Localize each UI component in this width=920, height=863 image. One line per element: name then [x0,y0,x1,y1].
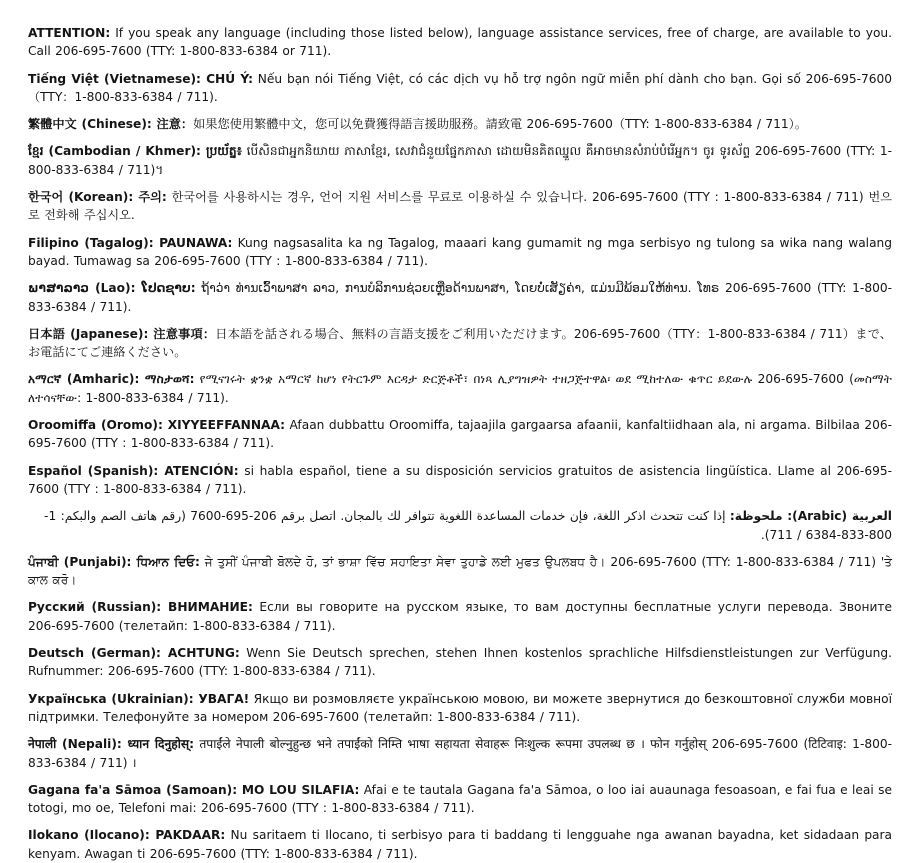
paragraph-arabic-body: إذا كنت تتحدث اذكر اللغة، فإن خدمات المساعدة اللغوية تتوافر لك بالمجان. اتصل برقم 206-695-7600 (رقم هاتف الصم والبكم: 1-800-833-6384 / 711). [44,509,892,542]
paragraph-chinese-lead: 繁體中文 (Chinese): 注意： [28,117,194,132]
paragraph-japanese-lead: 日本語 (Japanese): 注意事項： [28,326,216,341]
paragraph-vietnamese-body: Nếu bạn nói Tiếng Việt, có các dịch vụ hỗ trợ ngôn ngữ miễn phí dành cho bạn. Gọi số 206-695-7600（TTY：1-800-833-6384 / 711). [28,71,892,104]
paragraph-japanese-body: 日本語を話される場合、無料の言語支援をご利用いただけます。206-695-7600（TTY：1-800-833-6384 / 711）まで、お電話にてご連絡ください。 [28,326,892,360]
paragraph-russian [28,598,892,635]
paragraph-korean-body: 한국어를 사용하시는 경우, 언어 지원 서비스를 무료로 이용하실 수 있습니다. 206-695-7600 (TTY : 1-800-833-6384 / 711) 번으로 전화해 주십시오. [28,190,892,223]
paragraph-german-body: Wenn Sie Deutsch sprechen, stehen Ihnen kostenlos sprachliche Hilfsdienstleistungen zur Verfügung. Rufnummer: 206-695-7600 (TTY: 1-800-833-6384 / 711). [28,646,892,679]
paragraph-oromo-lead: Oroomiffa (Oromo): XIYYEEFFANNAA: [28,418,285,433]
paragraph-lao-body: ຖ້າວ່າ ທ່ານເວົ້າພາສາ ລາວ, ການບໍລິການຊ່ວຍເຫຼືອດ້ານພາສາ, ໂດຍບໍ່ເສັຽຄ່າ, ແມ່ນມີພ້ອມໃຫ້ທ່ານ. ໂທຣ 206-695-7600 (TTY: 1-800-833-6384 / 711). [28,281,892,314]
paragraph-tagalog-lead: Filipino (Tagalog): PAUNAWA: [28,235,233,250]
paragraph-english [28,24,892,61]
paragraph-ilocano [28,826,892,863]
paragraph-oromo [28,416,892,453]
paragraph-ilocano-body: Nu saritaem ti Ilocano, ti serbisyo para ti baddang ti lengguahe nga awanan bayadna, ket sidadaan para kenyam. Awagan ti 206-695-7600 (TTY: 1-800-833-6384 / 711). [28,828,893,861]
paragraph-english-body: If you speak any language (including those listed below), language assistance services, free of charge, are available to you. Call 206-695-7600 (TTY: 1-800-833-6384 or 711). [28,26,892,59]
paragraph-spanish [28,462,892,499]
paragraph-khmer [28,142,892,179]
paragraph-spanish-body: si habla español, tiene a su disposición servicios gratuitos de asistencia lingüística. Llame al 206-695-7600 (TTY : 1-800-833-6384 / 711). [28,463,892,496]
paragraph-nepali [28,735,892,772]
paragraph-punjabi [28,553,892,590]
paragraph-samoan-lead: Gagana fa'a Sāmoa (Samoan): MO LOU SILAFIA: [28,782,360,797]
paragraph-punjabi-lead: ਪੰਜਾਬੀ (Punjabi): ਧਿਆਨ ਦਿਓ: [28,554,200,569]
paragraph-tagalog [28,234,892,271]
paragraph-korean-lead: 한국어 (Korean): 주의: [28,190,167,205]
paragraph-chinese-body: 如果您使用繁體中文，您可以免費獲得語言援助服務。請致電 206-695-7600（TTY: 1-800-833-6384 / 711）。 [193,117,807,132]
paragraph-russian-lead: Русский (Russian): ВНИМАНИЕ: [28,600,253,615]
paragraph-ilocano-lead: Ilokano (Ilocano): PAKDAAR: [28,828,226,843]
paragraph-arabic-lead: العربية (Arabic): ملحوظة: [729,509,892,524]
paragraph-samoan [28,781,892,818]
paragraph-lao [28,279,892,316]
paragraph-samoan-body: Afai e te tautala Gagana fa'a Sāmoa, o loo iai auaunaga fesoasoan, e fai fua e leai se totogi, mo oe, Telefoni mai: 206-695-7600 (TTY : 1-800-833-6384 / 711). [28,782,892,816]
paragraph-nepali-body: तपाईंले नेपाली बोल्नुहुन्छ भने तपाईंको निम्ति भाषा सहायता सेवाहरू निःशुल्क रूपमा उपलब्ध छ । फोन गर्नुहोस् 206-695-7600 (टिटिवाइ: 1-800-833-6384 / 711) । [28,737,892,770]
paragraph-tagalog-body: Kung nagsasalita ka ng Tagalog, maaari kang gumamit ng mga serbisyo ng tulong sa wika nang walang bayad. Tumawag sa 206-695-7600 (TTY : 1-800-833-6384 / 711). [28,235,893,268]
paragraph-vietnamese [28,70,892,107]
paragraph-amharic-body: የሚናገሩት ቋንቋ አማርኛ ከሆነ የትርጉም እርዳታ ድርጅቶች፣ በነጻ ሊያግዝዎት ተዘጋጅተዋል፡ ወደ ሚከተለው ቁጥር ይደውሉ 206-695-7600 (መስማት ለተሳናቸው: 1-800-833-6384 / 711). [28,372,892,405]
paragraph-arabic [28,507,892,544]
paragraph-khmer-lead: ខ្មែរ (Cambodian / Khmer): ប្រយ័ត្ន៖ [28,144,243,159]
paragraph-lao-lead: ພາສາລາວ (Lao): ໂປດຊາບ: [28,281,196,296]
paragraph-khmer-body: បើសិនជាអ្នកនិយាយ ភាសាខ្មែរ, សេវាជំនួយផ្នែកភាសា ដោយមិនគិតឈ្នួល គឺអាចមានសំរាប់បំរើអ្នក។ ចូរ ទូរស័ព្ទ 206-695-7600 (TTY: 1-800-833-6384 / 711)។ [28,144,893,177]
paragraph-korean [28,188,892,225]
paragraph-amharic [28,370,892,407]
paragraph-vietnamese-lead: Tiếng Việt (Vietnamese): CHÚ Ý: [28,71,253,86]
paragraph-english-lead: ATTENTION: [28,26,111,40]
paragraph-oromo-body: Afaan dubbattu Oroomiffa, tajaajila gargaarsa afaanii, kanfaltiidhaan ala, ni argama. Bilbilaa 206-695-7600 (TTY : 1-800-833-6384 / 711). [28,418,892,451]
paragraph-russian-body: Если вы говорите на русском языке, то вам доступны бесплатные услуги перевода. Звоните 206-695-7600 (телетайп: 1-800-833-6384 / 711). [28,600,892,633]
paragraph-ukrainian-body: Якщо ви розмовляєте українською мовою, ви можете звернутися до безкоштовної служби мовної підтримки. Телефонуйте за номером 206-695-7600 (телетайп: 1-800-833-6384 / 711). [28,691,892,724]
paragraph-ukrainian-lead: Українська (Ukrainian): УВАГА! [28,691,250,706]
paragraph-punjabi-body: ਜੇ ਤੁਸੀਂ ਪੰਜਾਬੀ ਬੋਲਦੇ ਹੋ, ਤਾਂ ਭਾਸ਼ਾ ਵਿੱਚ ਸਹਾਇਤਾ ਸੇਵਾ ਤੁਹਾਡੇ ਲਈ ਮੁਫਤ ਉਪਲਬਧ ਹੈ। 206-695-7600 (TTY: 1-800-833-6384 / 711) 'ਤੇ ਕਾਲ ਕਰੋ। [28,554,892,588]
paragraph-japanese [28,325,892,362]
paragraph-nepali-lead: नेपाली (Nepali): ध्यान दिनुहोस्: [28,737,194,752]
paragraph-chinese [28,115,892,133]
paragraph-ukrainian [28,690,892,727]
paragraph-german-lead: Deutsch (German): ACHTUNG: [28,646,240,661]
paragraph-spanish-lead: Español (Spanish): ATENCIÓN: [28,463,239,478]
paragraph-german [28,644,892,681]
paragraph-amharic-lead: አማርኛ (Amharic): ማስታወሻ: [28,372,195,387]
